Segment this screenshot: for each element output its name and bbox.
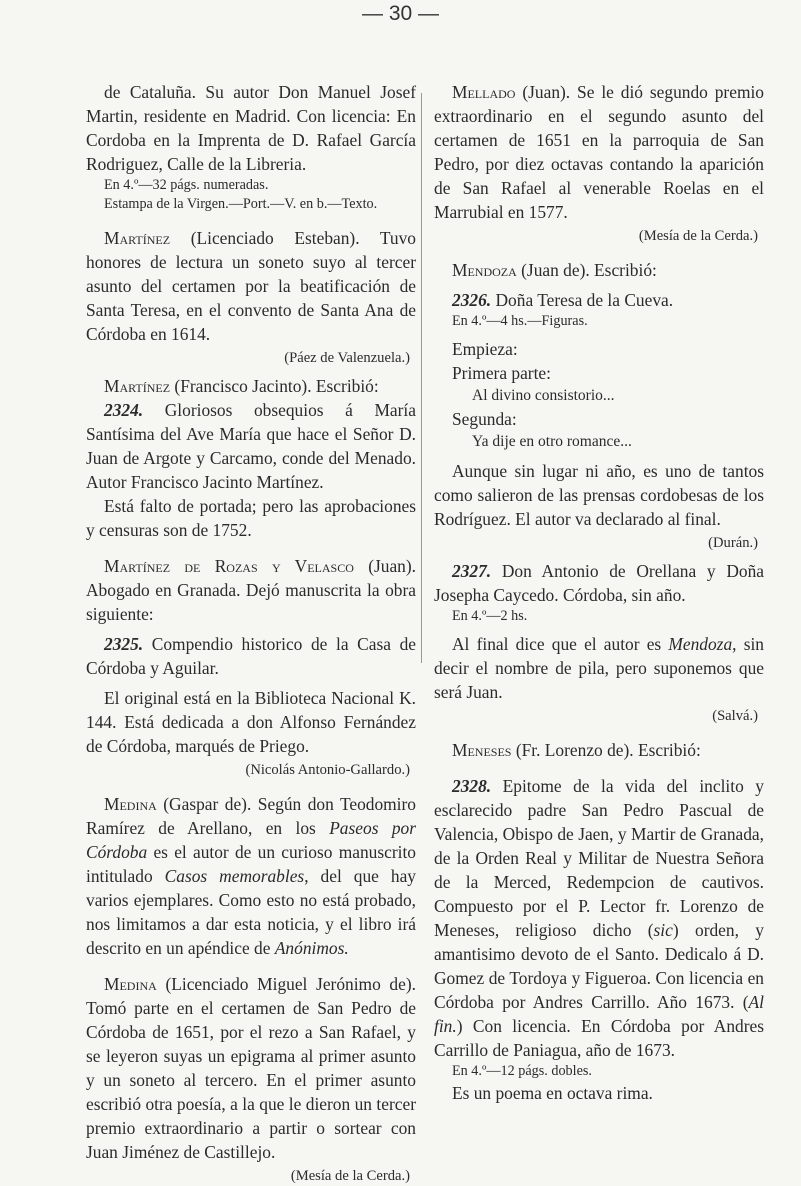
entry-text: (Juan). Abogado en Granada. Dejó manuscrita la obra siguiente: [86, 556, 417, 624]
entry-meta: En 4.º—12 págs. dobles. [452, 1063, 592, 1079]
author-name: Meneses [452, 740, 512, 760]
entry-number: 2325. [104, 634, 144, 654]
entry-mendoza [434, 258, 764, 282]
entry-2327 [434, 559, 764, 607]
entry-title: Don Antonio de Orellana y Doña Josepha Caycedo. Córdoba, sin año. [434, 561, 764, 605]
entry-title: Compendio historico de la Casa de Córdoba y Aguilar. [86, 634, 416, 678]
entry-medina-miguel [86, 972, 416, 1164]
entry-meta: En 4.º—2 hs. [452, 608, 528, 624]
italic-sic: sic [653, 920, 673, 940]
entry-text: (Juan). Se le dió segundo premio extraordinario en el segundo asunto del certamen de 1651 en la parroquia de San Pedro, por diez octavas contando la aparición de San Rafael al venerable Roelas en el Marrubial en 1577. [434, 82, 764, 222]
entry-number: 2326. [452, 290, 492, 310]
entry-text: es el autor de un curioso manuscrito intitulado [86, 842, 416, 886]
incipit-verse: Ya dije en otro romance... [472, 433, 632, 450]
entry-text: Al final dice que el autor es [452, 634, 669, 654]
page-number: — 30 — [361, 2, 440, 25]
italic-title: Anónimos. [274, 938, 349, 958]
entry-text: , del que hay varios ejemplares. Como esto no está probado, nos limitamos a dar esta noticia, y el libro irá descrito en un apéndice de [86, 866, 416, 958]
intro-paragraph: de Cataluña. Su autor Don Manuel Josef Martin, residente en Madrid. Con licencia: En Cordoba en la Imprenta de D. Rafael García Rodriguez, Calle de la Libreria. [86, 82, 416, 174]
entry-meneses [434, 738, 764, 762]
entry-medina-gaspar [86, 792, 416, 960]
entry-note: Está falto de portada; pero las aprobaciones y censuras son de 1752. [86, 496, 416, 540]
source-citation: (Páez de Valenzuela.) [284, 350, 410, 366]
intro-meta-pages: En 4.º—32 págs. numeradas. [104, 177, 269, 193]
entry-title: ) orden, y amantisimo devoto de el Santo. Dedicalo á D. Gomez de Tordoya y Figueroa. Con licencia en Córdoba por Andres Carrillo. Año 1673. ( [434, 920, 764, 1012]
source-citation: (Salvá.) [712, 708, 758, 724]
entry-number: 2324. [104, 400, 144, 420]
incipit-label: Empieza: [452, 339, 518, 359]
entry-text: (Francisco Jacinto). Escribió: [170, 376, 379, 396]
entry-note: Es un poema en octava rima. [452, 1083, 653, 1103]
entry-text: (Licenciado Miguel Jerónimo de). Tomó parte en el certamen de San Pedro de Córdoba de 1651, por el rezo a San Rafael, y se leyeron suyas un epigrama al primer asunto y un soneto al tercero. En el primer asunto escribió otra poesía, a la que le dieron un tercer premio extraordinario a partir o sortear con Juan Jiménez de Castillejo. [86, 974, 416, 1162]
entry-2328 [434, 774, 764, 1062]
author-name: Martínez de Rozas y Velasco [104, 556, 354, 576]
source-citation: (Mesía de la Cerda.) [290, 1168, 410, 1184]
source-citation: (Mesía de la Cerda.) [638, 228, 758, 244]
entry-text: (Juan de). Escribió: [516, 260, 657, 280]
entry-text: (Fr. Lorenzo de). Escribió: [511, 740, 701, 760]
entry-2325 [86, 632, 416, 680]
entry-martinez-esteban [86, 226, 416, 346]
author-name: Martínez [104, 376, 171, 396]
entry-mellado [434, 80, 764, 224]
entry-text: (Gaspar de). Según don Teodomiro Ramírez de Arellano, en los [86, 794, 416, 838]
entry-2324 [86, 398, 416, 494]
italic-title: Paseos por Córdoba [86, 818, 416, 862]
entry-title: Gloriosos obsequios á María Santísima del Ave María que hace el Señor D. Juan de Argote y Carcamo, conde del Menado. Autor Francisco Jacinto Martínez. [86, 400, 416, 492]
entry-number: 2327. [452, 561, 492, 581]
entry-2326 [434, 288, 764, 312]
entry-text: , sin decir el nombre de pila, pero suponemos que será Juan. [434, 634, 764, 702]
column-divider [421, 93, 422, 663]
italic-title: Mendoza [668, 634, 733, 654]
author-name: Mendoza [452, 260, 517, 280]
entry-number: 2328. [452, 776, 492, 796]
author-name: Medina [104, 794, 157, 814]
entry-title: Epitome de la vida del inclito y esclarecido padre San Pedro Pascual de Valencia, Obispo de Jaen, y Martir de Granada, de la Orden Real y Militar de Nuestra Señora de la Merced, Redempcion de cautivos. Compuesto por el P. Lector fr. Lorenzo de Meneses, religioso dicho ( [434, 776, 764, 940]
author-name: Mellado [452, 82, 516, 102]
intro-meta-contents: Estampa de la Virgen.—Port.—V. en b.—Texto. [104, 196, 378, 212]
incipit-verse: Al divino consistorio... [472, 387, 615, 404]
author-name: Martínez [104, 228, 171, 248]
italic-al-fin: Al fin. [434, 992, 764, 1036]
source-citation: (Nicolás Antonio-Gallardo.) [245, 762, 410, 778]
entry-title: Doña Teresa de la Cueva. [491, 290, 674, 310]
entry-note: El original está en la Biblioteca Nacional K. 144. Está dedicada a don Alfonso Fernández de Córdoba, marqués de Priego. [86, 688, 416, 756]
left-column [86, 80, 416, 1186]
incipit-part-label: Segunda: [452, 409, 517, 429]
entry-note [434, 632, 764, 704]
entry-martinez-francisco [86, 374, 416, 398]
entry-note: Aunque sin lugar ni año, es uno de tantos como salieron de las prensas cordobesas de los Rodríguez. El autor va declarado al final. [434, 461, 764, 529]
entry-title: ) Con licencia. En Córdoba por Andres Carrillo de Paniagua, año de 1673. [434, 1016, 764, 1060]
entry-meta: En 4.º—4 hs.—Figuras. [452, 313, 588, 329]
entry-martinez-rozas [86, 554, 416, 626]
italic-title: Casos memorables [164, 866, 305, 886]
author-name: Medina [104, 974, 157, 994]
right-column [434, 80, 764, 1105]
source-citation: (Durán.) [708, 535, 758, 551]
entry-text: (Licenciado Esteban). Tuvo honores de lectura un soneto suyo al tercer asunto del certamen por la beatificación de Santa Teresa, en el convento de Santa Ana de Córdoba en 1614. [86, 228, 416, 344]
incipit-part-label: Primera parte: [452, 363, 551, 383]
